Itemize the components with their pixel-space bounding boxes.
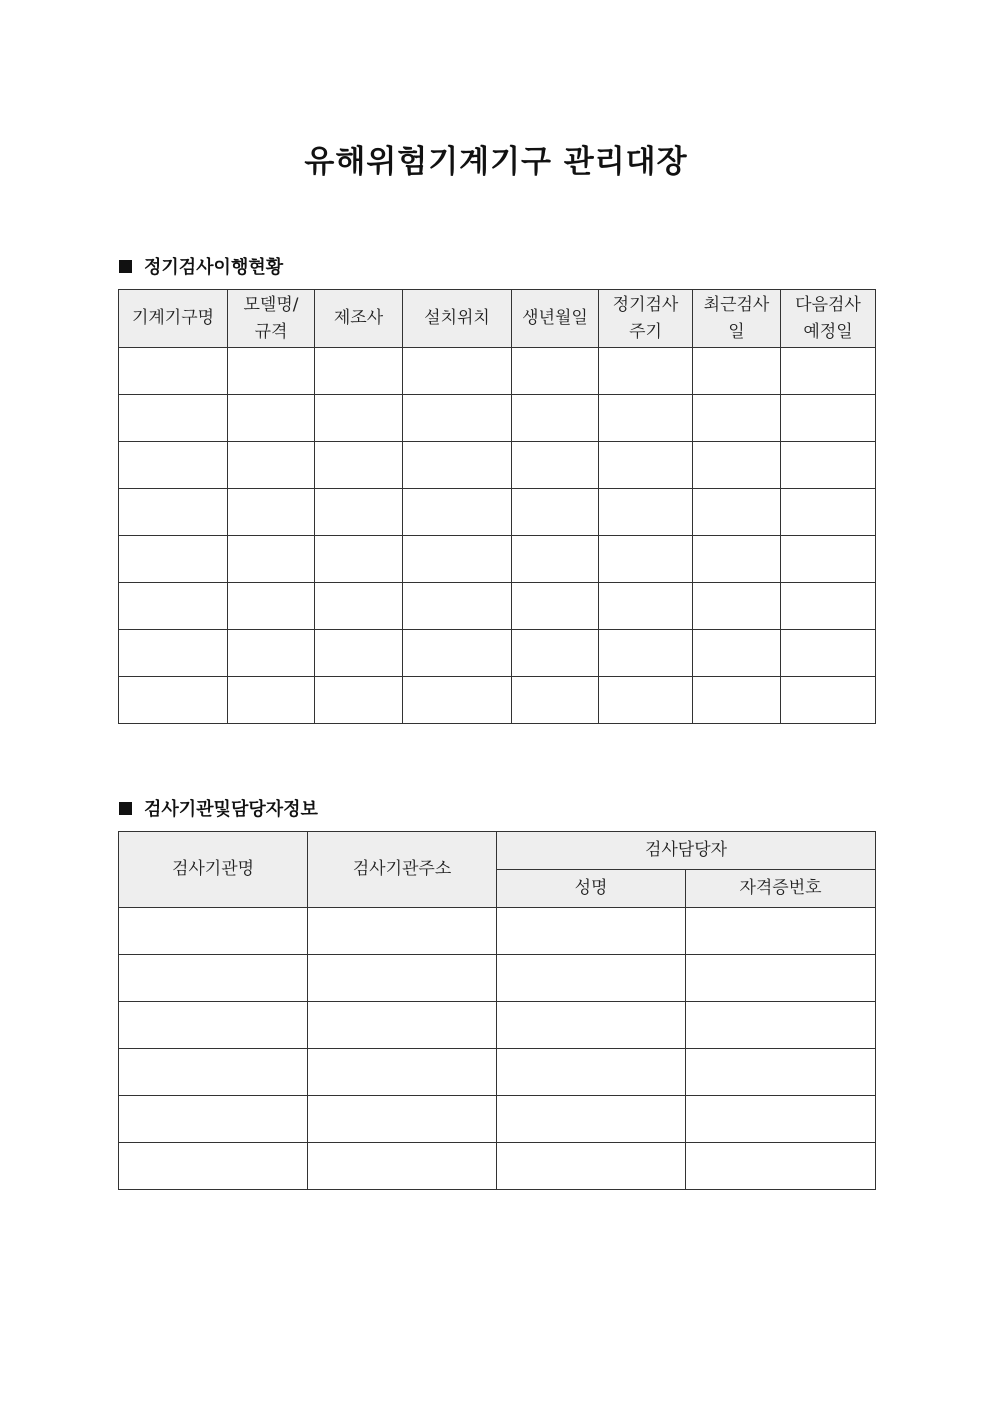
table-cell[interactable] — [497, 1143, 686, 1190]
square-bullet-icon — [119, 802, 132, 815]
table-cell[interactable] — [228, 536, 315, 583]
table-row — [119, 1002, 876, 1049]
header-line: 주기 — [629, 321, 662, 342]
table-cell[interactable] — [781, 348, 876, 395]
table-cell[interactable] — [403, 583, 512, 630]
header-birth-date — [512, 290, 599, 348]
page-title: 유해위험기계기구 관리대장 — [304, 144, 688, 180]
table-cell[interactable] — [512, 536, 599, 583]
table-cell[interactable] — [119, 1143, 308, 1190]
header-line: 예정일 — [803, 321, 853, 342]
table-cell[interactable] — [403, 348, 512, 395]
table-cell[interactable] — [228, 489, 315, 536]
table-cell[interactable] — [599, 536, 693, 583]
header-line: 규격 — [254, 321, 288, 342]
table-cell[interactable] — [119, 395, 228, 442]
table-cell[interactable] — [497, 1096, 686, 1143]
table-cell[interactable] — [315, 395, 403, 442]
table-cell[interactable] — [119, 1096, 308, 1143]
table-cell[interactable] — [228, 395, 315, 442]
table-row — [119, 908, 876, 955]
table-cell[interactable] — [403, 489, 512, 536]
table-row — [119, 955, 876, 1002]
table-cell[interactable] — [119, 489, 228, 536]
table-cell[interactable] — [781, 630, 876, 677]
table-cell[interactable] — [781, 489, 876, 536]
table-cell[interactable] — [119, 955, 308, 1002]
table-cell[interactable] — [512, 630, 599, 677]
table-cell[interactable] — [228, 677, 315, 724]
table-cell[interactable] — [781, 442, 876, 489]
table-row — [119, 536, 876, 583]
table-cell[interactable] — [497, 908, 686, 955]
table-cell[interactable] — [693, 583, 781, 630]
table-cell[interactable] — [228, 348, 315, 395]
table-cell[interactable] — [599, 583, 693, 630]
table-cell[interactable] — [315, 583, 403, 630]
table-cell[interactable] — [686, 1096, 876, 1143]
section-heading-label: 검사기관및담당자정보 — [144, 799, 318, 820]
table-cell[interactable] — [686, 955, 876, 1002]
table-cell[interactable] — [497, 1049, 686, 1096]
table-cell[interactable] — [119, 348, 228, 395]
table-cell[interactable] — [403, 536, 512, 583]
table-cell[interactable] — [315, 677, 403, 724]
header-person-in-charge: 검사담당자 — [497, 832, 876, 870]
table-cell[interactable] — [693, 677, 781, 724]
header-install-location — [403, 290, 512, 348]
table-cell[interactable] — [512, 489, 599, 536]
table-cell[interactable] — [119, 442, 228, 489]
table-cell[interactable] — [308, 1143, 497, 1190]
table-row — [119, 677, 876, 724]
table-cell[interactable] — [693, 395, 781, 442]
table-cell[interactable] — [512, 677, 599, 724]
table-cell[interactable] — [512, 583, 599, 630]
agency-info-table — [118, 831, 876, 1190]
table-row — [119, 348, 876, 395]
table-cell[interactable] — [693, 489, 781, 536]
table-row — [119, 1096, 876, 1143]
table-row — [119, 630, 876, 677]
table-cell[interactable] — [599, 677, 693, 724]
table-cell[interactable] — [599, 630, 693, 677]
header-line: 일 — [728, 321, 745, 342]
header-line: 다음검사 — [795, 294, 861, 315]
table-cell[interactable] — [315, 536, 403, 583]
table-cell[interactable] — [599, 395, 693, 442]
header-line: 제조사 — [333, 308, 384, 328]
table-cell[interactable] — [512, 395, 599, 442]
table-row — [119, 1049, 876, 1096]
header-manufacturer — [315, 290, 403, 348]
header-machine-name — [119, 290, 228, 348]
table-cell[interactable] — [119, 630, 228, 677]
table-cell[interactable] — [308, 1096, 497, 1143]
table-cell[interactable] — [308, 955, 497, 1002]
section-heading-label: 정기검사이행현황 — [144, 257, 284, 278]
table-header-row — [119, 290, 876, 348]
table-cell[interactable] — [686, 1143, 876, 1190]
table-row — [119, 395, 876, 442]
header-last-inspection-date — [693, 290, 781, 348]
table-cell[interactable] — [315, 442, 403, 489]
table-cell[interactable] — [119, 677, 228, 724]
table-row — [119, 583, 876, 630]
table-cell[interactable] — [693, 442, 781, 489]
table-header-row — [119, 832, 876, 870]
inspection-status-table — [118, 289, 876, 724]
table-cell[interactable] — [512, 442, 599, 489]
table-cell[interactable] — [308, 1049, 497, 1096]
table-cell[interactable] — [403, 630, 512, 677]
header-name: 성명 — [497, 870, 686, 908]
header-model-spec — [228, 290, 315, 348]
table-cell[interactable] — [403, 395, 512, 442]
table-cell[interactable] — [599, 348, 693, 395]
table-cell[interactable] — [308, 908, 497, 955]
table-cell[interactable] — [599, 442, 693, 489]
table-row — [119, 489, 876, 536]
table-cell[interactable] — [228, 442, 315, 489]
table-cell[interactable] — [228, 583, 315, 630]
table-cell[interactable] — [686, 908, 876, 955]
header-line: 설치위치 — [424, 308, 490, 328]
table-row — [119, 442, 876, 489]
table-cell[interactable] — [119, 1002, 308, 1049]
section-heading-agency — [119, 795, 318, 821]
table-cell[interactable] — [686, 1049, 876, 1096]
table-cell[interactable] — [686, 1002, 876, 1049]
table-cell[interactable] — [119, 908, 308, 955]
header-next-inspection-date — [781, 290, 876, 348]
table-cell[interactable] — [497, 955, 686, 1002]
header-line: 모델명/ — [243, 294, 299, 315]
header-line: 최근검사 — [703, 294, 770, 315]
table-cell[interactable] — [693, 536, 781, 583]
header-certificate-no: 자격증번호 — [686, 870, 876, 908]
header-line: 정기검사 — [612, 294, 679, 315]
table-cell[interactable] — [315, 348, 403, 395]
table-cell[interactable] — [119, 583, 228, 630]
section-heading-inspection — [119, 253, 283, 279]
table-row — [119, 1143, 876, 1190]
table-cell[interactable] — [119, 1049, 308, 1096]
header-agency-name: 검사기관명 — [119, 832, 308, 908]
table-cell[interactable] — [693, 630, 781, 677]
table-cell[interactable] — [512, 348, 599, 395]
square-bullet-icon — [119, 260, 132, 273]
table-cell[interactable] — [781, 395, 876, 442]
table-cell[interactable] — [781, 677, 876, 724]
table-cell[interactable] — [599, 489, 693, 536]
table-cell[interactable] — [693, 348, 781, 395]
table-cell[interactable] — [403, 442, 512, 489]
table-cell[interactable] — [781, 583, 876, 630]
table-cell[interactable] — [315, 630, 403, 677]
table-cell[interactable] — [497, 1002, 686, 1049]
table-cell[interactable] — [315, 489, 403, 536]
header-agency-address: 검사기관주소 — [308, 832, 497, 908]
table-cell[interactable] — [119, 536, 228, 583]
table-cell[interactable] — [228, 630, 315, 677]
header-line: 기계기구명 — [131, 308, 215, 328]
header-inspection-cycle — [599, 290, 693, 348]
table-cell[interactable] — [781, 536, 876, 583]
table-cell[interactable] — [403, 677, 512, 724]
table-cell[interactable] — [308, 1002, 497, 1049]
header-line: 생년월일 — [522, 308, 588, 328]
